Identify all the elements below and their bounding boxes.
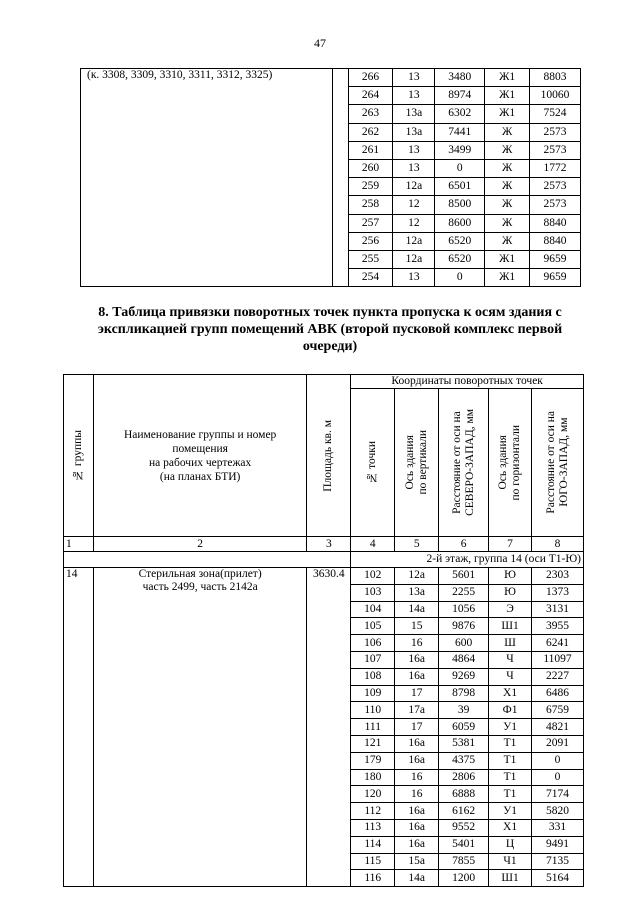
- table-cell: 0: [532, 769, 584, 786]
- table-row: [64, 568, 584, 585]
- table-cell: Т1: [489, 769, 532, 786]
- table-cell: 13а: [395, 584, 439, 601]
- table-cell: Ю: [489, 568, 532, 585]
- group-area: 3630.4: [307, 568, 351, 887]
- table-cell: 9269: [439, 668, 489, 685]
- continuation-cell: 256: [348, 232, 393, 250]
- table-cell: Ц: [489, 836, 532, 853]
- column-number: 6: [439, 537, 489, 552]
- header-area: Площадь кв. м: [307, 375, 351, 537]
- continuation-cell: 258: [348, 196, 393, 214]
- continuation-row: [81, 69, 581, 87]
- continuation-cell: 12а: [393, 178, 435, 196]
- continuation-cell: 13а: [393, 105, 435, 123]
- continuation-cell: 13: [393, 141, 435, 159]
- continuation-cell: 8840: [530, 214, 581, 232]
- table-cell: Ч: [489, 668, 532, 685]
- continuation-cell: Ж: [485, 159, 530, 177]
- table-cell: 114: [351, 836, 395, 853]
- continuation-cell: 254: [348, 269, 393, 287]
- table-cell: 16а: [395, 752, 439, 769]
- table-cell: 4375: [439, 752, 489, 769]
- continuation-cell: 2573: [530, 178, 581, 196]
- table-cell: 16а: [395, 651, 439, 668]
- section-heading: 8. Таблица привязки поворотных точек пункта пропуска к осям здания с экспликацией групп помещений АВК (второй пусковой комплекс первой очереди): [97, 305, 563, 354]
- table-cell: 180: [351, 769, 395, 786]
- section-label: 2-й этаж, группа 14 (оси Т1-Ю): [351, 552, 584, 568]
- continuation-cell: 2573: [530, 123, 581, 141]
- continuation-cell: 2573: [530, 141, 581, 159]
- continuation-cell: 0: [435, 159, 485, 177]
- header-dist-sw: Расстояние от оси на ЮГО-ЗАПАД, мм: [532, 389, 584, 537]
- continuation-cell: 3480: [435, 69, 485, 87]
- table-cell: 2303: [532, 568, 584, 585]
- table-cell: У1: [489, 719, 532, 736]
- table-cell: 39: [439, 702, 489, 719]
- column-number: 2: [93, 537, 306, 552]
- continuation-cell: 3499: [435, 141, 485, 159]
- table-cell: 116: [351, 870, 395, 887]
- continuation-cell: 13: [393, 159, 435, 177]
- table-cell: 105: [351, 618, 395, 635]
- table-cell: 15: [395, 618, 439, 635]
- table-cell: 1056: [439, 601, 489, 618]
- table-cell: 16а: [395, 803, 439, 820]
- table-cell: 1373: [532, 584, 584, 601]
- table-cell: 0: [532, 752, 584, 769]
- continuation-cell: 13: [393, 269, 435, 287]
- table-cell: 102: [351, 568, 395, 585]
- table-cell: 1200: [439, 870, 489, 887]
- continuation-cell: 266: [348, 69, 393, 87]
- continuation-cell: 8500: [435, 196, 485, 214]
- continuation-cell: Ж1: [485, 69, 530, 87]
- table-cell: 16а: [395, 819, 439, 836]
- table-cell: Х1: [489, 819, 532, 836]
- continuation-cell: 7441: [435, 123, 485, 141]
- table-cell: 16: [395, 635, 439, 652]
- continuation-cell: 12: [393, 214, 435, 232]
- table-cell: 108: [351, 668, 395, 685]
- table-cell: 15а: [395, 853, 439, 870]
- table-cell: Э: [489, 601, 532, 618]
- table-cell: 5164: [532, 870, 584, 887]
- section-spacer: [64, 552, 351, 568]
- header-name: Наименование группы и номер помещения на рабочих чертежах (на планах БТИ): [93, 375, 306, 537]
- header-row-top: [64, 375, 584, 389]
- table-cell: 103: [351, 584, 395, 601]
- continuation-cell: 12а: [393, 250, 435, 268]
- continuation-cell: 255: [348, 250, 393, 268]
- continuation-area: [332, 69, 348, 287]
- table-cell: У1: [489, 803, 532, 820]
- column-number: 5: [395, 537, 439, 552]
- table-cell: 17: [395, 685, 439, 702]
- table-cell: 12а: [395, 568, 439, 585]
- table-cell: 110: [351, 702, 395, 719]
- table-cell: 17а: [395, 702, 439, 719]
- table-cell: Т1: [489, 735, 532, 752]
- table-cell: 6162: [439, 803, 489, 820]
- header-axis-horiz: Ось здания по горизонтали: [489, 389, 532, 537]
- table-cell: 121: [351, 735, 395, 752]
- table-cell: 8798: [439, 685, 489, 702]
- table-cell: 4821: [532, 719, 584, 736]
- table-cell: 16: [395, 769, 439, 786]
- continuation-cell: 8840: [530, 232, 581, 250]
- continuation-cell: Ж: [485, 214, 530, 232]
- continuation-cell: 6302: [435, 105, 485, 123]
- column-number: 4: [351, 537, 395, 552]
- group-name: Стерильная зона(прилет) часть 2499, часть 2142а: [93, 568, 306, 887]
- table-cell: 5820: [532, 803, 584, 820]
- continuation-cell: 12: [393, 196, 435, 214]
- table-cell: 16: [395, 786, 439, 803]
- table-cell: 113: [351, 819, 395, 836]
- table-cell: 16а: [395, 735, 439, 752]
- table-cell: 9552: [439, 819, 489, 836]
- continuation-cell: 257: [348, 214, 393, 232]
- header-group-no: № группы: [64, 375, 94, 537]
- table-cell: 4864: [439, 651, 489, 668]
- table-cell: 5401: [439, 836, 489, 853]
- continuation-cell: 13: [393, 87, 435, 105]
- table-cell: Х1: [489, 685, 532, 702]
- continuation-cell: 2573: [530, 196, 581, 214]
- table-cell: 6059: [439, 719, 489, 736]
- table-cell: 6888: [439, 786, 489, 803]
- table-cell: Ф1: [489, 702, 532, 719]
- continuation-cell: 6520: [435, 250, 485, 268]
- table-cell: 120: [351, 786, 395, 803]
- continuation-cell: Ж: [485, 141, 530, 159]
- table-cell: 5381: [439, 735, 489, 752]
- continuation-cell: 1772: [530, 159, 581, 177]
- table-cell: 6241: [532, 635, 584, 652]
- table-cell: 14а: [395, 870, 439, 887]
- table-cell: 112: [351, 803, 395, 820]
- table-cell: 9491: [532, 836, 584, 853]
- table-cell: 104: [351, 601, 395, 618]
- column-number: 7: [489, 537, 532, 552]
- continuation-cell: 13а: [393, 123, 435, 141]
- column-number: 1: [64, 537, 94, 552]
- table-cell: Ш1: [489, 618, 532, 635]
- table-cell: 2091: [532, 735, 584, 752]
- continuation-cell: 263: [348, 105, 393, 123]
- continuation-cell: 8600: [435, 214, 485, 232]
- continuation-cell: 262: [348, 123, 393, 141]
- column-numbers-row: [64, 537, 584, 552]
- continuation-cell: 10060: [530, 87, 581, 105]
- header-coords: Координаты поворотных точек: [351, 375, 584, 389]
- continuation-cell: Ж: [485, 123, 530, 141]
- table-cell: 16а: [395, 836, 439, 853]
- continuation-cell: Ж: [485, 178, 530, 196]
- header-dist-nw: Расстояние от оси на СЕВЕРО-ЗАПАД, мм: [439, 389, 489, 537]
- table-cell: Ш: [489, 635, 532, 652]
- continuation-cell: Ж1: [485, 250, 530, 268]
- table-cell: 115: [351, 853, 395, 870]
- group-number: 14: [64, 568, 94, 887]
- table-cell: 7135: [532, 853, 584, 870]
- column-number: 8: [532, 537, 584, 552]
- continuation-cell: 260: [348, 159, 393, 177]
- table-cell: 16а: [395, 668, 439, 685]
- continuation-cell: 259: [348, 178, 393, 196]
- continuation-cell: 12а: [393, 232, 435, 250]
- table-cell: Ю: [489, 584, 532, 601]
- table-cell: 6486: [532, 685, 584, 702]
- continuation-cell: Ж: [485, 196, 530, 214]
- anchor-points-table: [63, 374, 584, 887]
- continuation-cell: 264: [348, 87, 393, 105]
- header-axis-vert: Ось здания по вертикали: [395, 389, 439, 537]
- table-cell: 109: [351, 685, 395, 702]
- table-cell: 3131: [532, 601, 584, 618]
- table-cell: Ч: [489, 651, 532, 668]
- continuation-cell: 261: [348, 141, 393, 159]
- header-point-no: № точки: [351, 389, 395, 537]
- table-cell: Т1: [489, 786, 532, 803]
- continuation-cell: 0: [435, 269, 485, 287]
- table-cell: 331: [532, 819, 584, 836]
- continuation-cell: 8974: [435, 87, 485, 105]
- table-cell: 2806: [439, 769, 489, 786]
- continuation-cell: 9659: [530, 250, 581, 268]
- table-cell: 9876: [439, 618, 489, 635]
- table-cell: 7855: [439, 853, 489, 870]
- column-number: 3: [307, 537, 351, 552]
- table-cell: Ш1: [489, 870, 532, 887]
- table-cell: 5601: [439, 568, 489, 585]
- table-cell: 179: [351, 752, 395, 769]
- table-cell: 17: [395, 719, 439, 736]
- table-cell: 2255: [439, 584, 489, 601]
- continuation-cell: 9659: [530, 269, 581, 287]
- continuation-cell: 6520: [435, 232, 485, 250]
- page-number: 47: [314, 36, 326, 50]
- table-cell: Т1: [489, 752, 532, 769]
- continuation-cell: 6501: [435, 178, 485, 196]
- table-cell: 106: [351, 635, 395, 652]
- table-cell: 7174: [532, 786, 584, 803]
- continuation-cell: 8803: [530, 69, 581, 87]
- continuation-table: [80, 68, 581, 287]
- continuation-rooms: (к. 3308, 3309, 3310, 3311, 3312, 3325): [81, 69, 333, 287]
- continuation-cell: Ж: [485, 232, 530, 250]
- table-cell: 11097: [532, 651, 584, 668]
- continuation-cell: 13: [393, 69, 435, 87]
- table-cell: 6759: [532, 702, 584, 719]
- continuation-cell: Ж1: [485, 87, 530, 105]
- table-cell: 14а: [395, 601, 439, 618]
- table-cell: 111: [351, 719, 395, 736]
- table-cell: 3955: [532, 618, 584, 635]
- table-cell: 2227: [532, 668, 584, 685]
- continuation-cell: Ж1: [485, 105, 530, 123]
- table-cell: 107: [351, 651, 395, 668]
- continuation-cell: Ж1: [485, 269, 530, 287]
- table-cell: Ч1: [489, 853, 532, 870]
- table-cell: 600: [439, 635, 489, 652]
- section-row: [64, 552, 584, 568]
- continuation-cell: 7524: [530, 105, 581, 123]
